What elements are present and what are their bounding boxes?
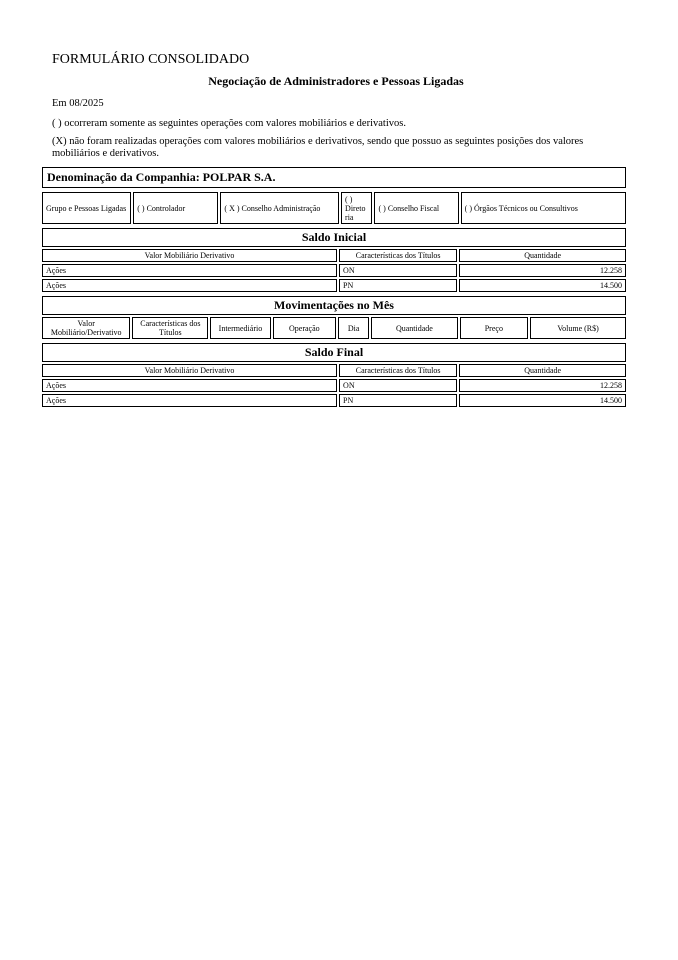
table-row bbox=[42, 379, 626, 392]
column-header: Características dos Títulos bbox=[339, 249, 457, 262]
cell-quantidade: 14.500 bbox=[459, 394, 626, 407]
option-no-operations: (X) não foram realizadas operações com valores mobiliários e derivativos, sendo que possuo as seguintes posições dos valores mobiliários e derivativos. bbox=[52, 136, 584, 159]
groups-table bbox=[40, 190, 628, 226]
group-conselho-administracao: ( X ) Conselho Administração bbox=[220, 192, 339, 224]
company-name: Denominação da Companhia: POLPAR S.A. bbox=[42, 167, 626, 188]
cell-valor: Ações bbox=[42, 279, 337, 292]
movimentacoes-table bbox=[40, 294, 628, 341]
cell-quantidade: 12.258 bbox=[459, 379, 626, 392]
group-controlador: ( ) Controlador bbox=[133, 192, 218, 224]
column-header: Volume (R$) bbox=[530, 317, 626, 339]
group-label: Grupo e Pessoas Ligadas bbox=[42, 192, 131, 224]
cell-caracteristica: ON bbox=[339, 264, 457, 277]
cell-quantidade: 14.500 bbox=[459, 279, 626, 292]
cell-quantidade: 12.258 bbox=[459, 264, 626, 277]
column-header: Preço bbox=[460, 317, 529, 339]
group-orgaos-tecnicos: ( ) Órgãos Técnicos ou Consultivos bbox=[461, 192, 626, 224]
movimentacoes-heading: Movimentações no Mês bbox=[42, 296, 626, 315]
table-row bbox=[42, 394, 626, 407]
cell-caracteristica: PN bbox=[339, 394, 457, 407]
column-header: Quantidade bbox=[459, 364, 626, 377]
option-operations-performed: ( ) ocorreram somente as seguintes operações com valores mobiliários e derivativos. bbox=[52, 118, 406, 129]
column-header: Quantidade bbox=[371, 317, 457, 339]
column-header: Valor Mobiliário Derivativo bbox=[42, 364, 337, 377]
column-header: Valor Mobiliário/Derivativo bbox=[42, 317, 130, 339]
column-header: Dia bbox=[338, 317, 369, 339]
column-header: Valor Mobiliário Derivativo bbox=[42, 249, 337, 262]
cell-caracteristica: PN bbox=[339, 279, 457, 292]
column-header: Operação bbox=[273, 317, 336, 339]
table-row bbox=[42, 279, 626, 292]
column-header: Quantidade bbox=[459, 249, 626, 262]
group-conselho-fiscal: ( ) Conselho Fiscal bbox=[374, 192, 458, 224]
column-header: Características dos Títulos bbox=[132, 317, 208, 339]
cell-caracteristica: ON bbox=[339, 379, 457, 392]
document-subtitle: Negociação de Administradores e Pessoas Ligadas bbox=[208, 74, 464, 88]
cell-valor: Ações bbox=[42, 379, 337, 392]
cell-valor: Ações bbox=[42, 264, 337, 277]
group-diretoria: ( ) Direto ria bbox=[341, 192, 372, 224]
saldo-inicial-table bbox=[40, 226, 628, 294]
column-header: Características dos Títulos bbox=[339, 364, 457, 377]
document-title: FORMULÁRIO CONSOLIDADO bbox=[52, 52, 250, 67]
saldo-inicial-heading: Saldo Inicial bbox=[42, 228, 626, 247]
column-header: Intermediário bbox=[210, 317, 270, 339]
company-table bbox=[40, 165, 628, 190]
table-row bbox=[42, 264, 626, 277]
consolidated-form-page bbox=[42, 52, 630, 409]
saldo-final-table bbox=[40, 341, 628, 409]
saldo-final-heading: Saldo Final bbox=[42, 343, 626, 362]
reference-period: Em 08/2025 bbox=[52, 98, 104, 109]
cell-valor: Ações bbox=[42, 394, 337, 407]
